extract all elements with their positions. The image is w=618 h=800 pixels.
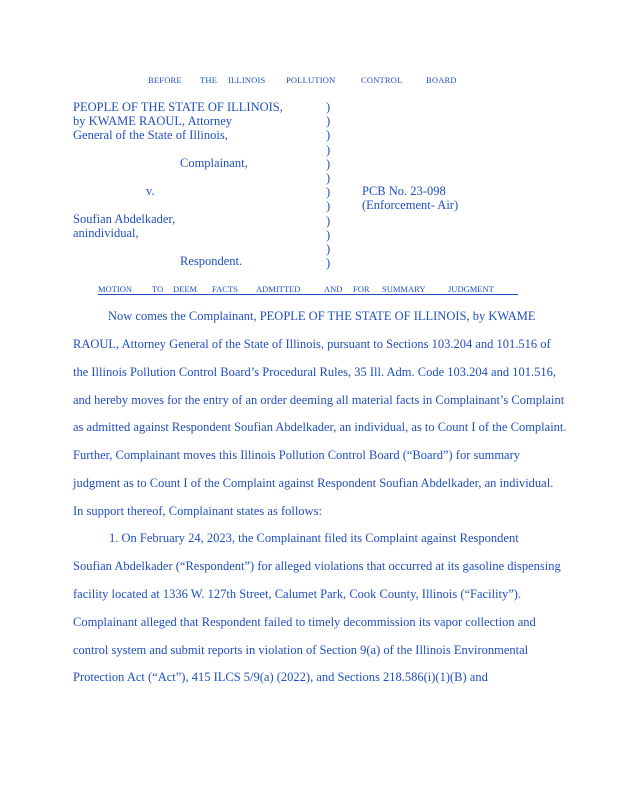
caption-complainant: Complainant, <box>180 156 248 170</box>
caption-paren: ) <box>326 242 331 257</box>
motion-title-word: ADMITTED <box>256 284 301 294</box>
case-number: PCB No. 23-098 <box>362 184 446 198</box>
body-line: Protection Act (“Act”), 415 ILCS 5/9(a) (2022), and Sections 218.586(i)(1)(B) and <box>73 670 488 684</box>
caption-respondent: Respondent. <box>180 254 243 268</box>
motion-title-word: JUDGMENT <box>448 284 494 294</box>
board-title-word: BEFORE <box>148 75 182 85</box>
caption-versus: v. <box>146 184 155 198</box>
motion-title-word: DEEM <box>173 284 198 294</box>
motion-title-word: FACTS <box>212 284 238 294</box>
caption-paren: ) <box>326 128 331 143</box>
board-title-word: ILLINOIS <box>228 75 266 85</box>
caption-paren: ) <box>326 142 331 157</box>
caption-paren: ) <box>326 114 331 129</box>
caption-paren: ) <box>326 156 331 171</box>
body-line: Complainant alleged that Respondent failed to timely decommission its vapor collection and <box>73 615 536 629</box>
motion-title-word: MOTION <box>98 284 132 294</box>
caption-paren: ) <box>326 256 331 271</box>
body-line: the Illinois Pollution Control Board’s Procedural Rules, 35 Ill. Adm. Code 103.204 and 101.516, <box>73 365 556 379</box>
case-type: (Enforcement- Air) <box>362 198 459 212</box>
caption-defendant-line: anindividual, <box>73 226 139 240</box>
caption-paren: ) <box>326 171 331 186</box>
caption-paren: ) <box>326 199 331 214</box>
caption-defendant-line: Soufian Abdelkader, <box>73 212 176 226</box>
body-line: and hereby moves for the entry of an order deeming all material facts in Complainant’s Complaint <box>73 393 565 407</box>
caption-paren: ) <box>326 185 331 200</box>
caption-paren: ) <box>326 227 331 242</box>
caption-plaintiff-line: PEOPLE OF THE STATE OF ILLINOIS, <box>73 100 283 114</box>
motion-title-word: SUMMARY <box>382 284 426 294</box>
numbered-paragraph-line: 1. On February 24, 2023, the Complainant filed its Complaint against Respondent <box>109 531 519 545</box>
motion-title <box>98 284 518 295</box>
body-line: In support thereof, Complainant states as follows: <box>73 504 322 518</box>
caption-paren: ) <box>326 100 331 114</box>
body-line: control system and submit reports in violation of Section 9(a) of the Illinois Environmental <box>73 643 529 657</box>
body-line: Soufian Abdelkader (“Respondent”) for alleged violations that occurred at its gasoline dispensing <box>73 559 561 573</box>
body-line: facility located at 1336 W. 127th Street, Calumet Park, Cook County, Illinois (“Facility”). <box>73 587 522 601</box>
board-title-word: THE <box>200 75 218 85</box>
board-title-word: BOARD <box>426 75 457 85</box>
body-line: as admitted against Respondent Soufian Abdelkader, an individual, as to Count I of the Complaint. <box>73 420 567 434</box>
board-title-word: CONTROL <box>361 75 403 85</box>
body-line: Further, Complainant moves this Illinois Pollution Control Board (“Board”) for summary <box>73 448 521 462</box>
caption-plaintiff-line: General of the State of Illinois, <box>73 128 228 142</box>
body-line: RAOUL, Attorney General of the State of Illinois, pursuant to Sections 103.204 and 101.516 of <box>73 337 551 351</box>
caption-parentheses <box>326 100 330 270</box>
motion-title-word: TO <box>152 284 164 294</box>
motion-title-word: AND <box>324 284 343 294</box>
caption-plaintiff-line: by KWAME RAOUL, Attorney <box>73 114 233 128</box>
motion-title-word: FOR <box>353 284 370 294</box>
body-line: judgment as to Count I of the Complaint against Respondent Soufian Abdelkader, an individual. <box>73 476 554 490</box>
body-line: Now comes the Complainant, PEOPLE OF THE STATE OF ILLINOIS, by KWAME <box>108 309 536 323</box>
caption-paren: ) <box>326 213 331 228</box>
board-title-word: POLLUTION <box>286 75 336 85</box>
